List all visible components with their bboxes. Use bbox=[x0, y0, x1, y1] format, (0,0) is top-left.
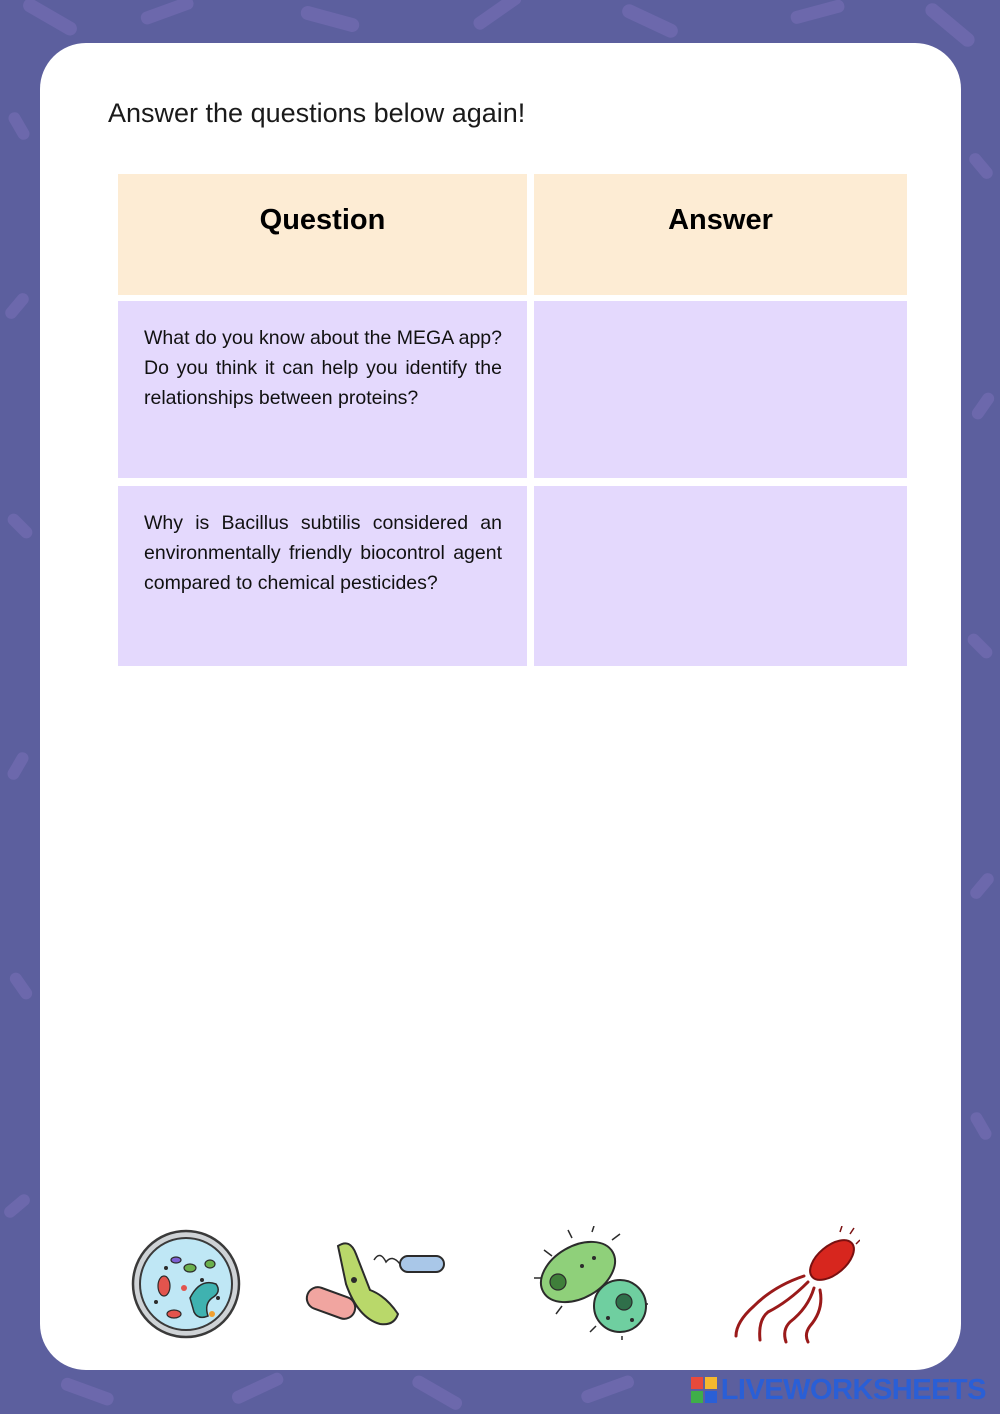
liveworksheets-logo bbox=[691, 1372, 986, 1408]
answer-cell-2[interactable] bbox=[534, 486, 907, 666]
instruction-text: Answer the questions below again! bbox=[108, 98, 526, 128]
header-question: Question bbox=[118, 174, 527, 295]
question-cell-1: What do you know about the MEGA app? Do you think it can help you identify the relationships between proteins? bbox=[118, 301, 527, 478]
brand-name: LIVEWORKSHEETS bbox=[720, 1373, 986, 1406]
liveworksheets-logo-icon bbox=[691, 1377, 717, 1403]
header-answer: Answer bbox=[534, 174, 907, 295]
answer-cell-1[interactable] bbox=[534, 301, 907, 478]
question-cell-2: Why is Bacillus subtilis considered an environmentally friendly biocontrol agent compared to chemical pesticides? bbox=[118, 486, 527, 666]
